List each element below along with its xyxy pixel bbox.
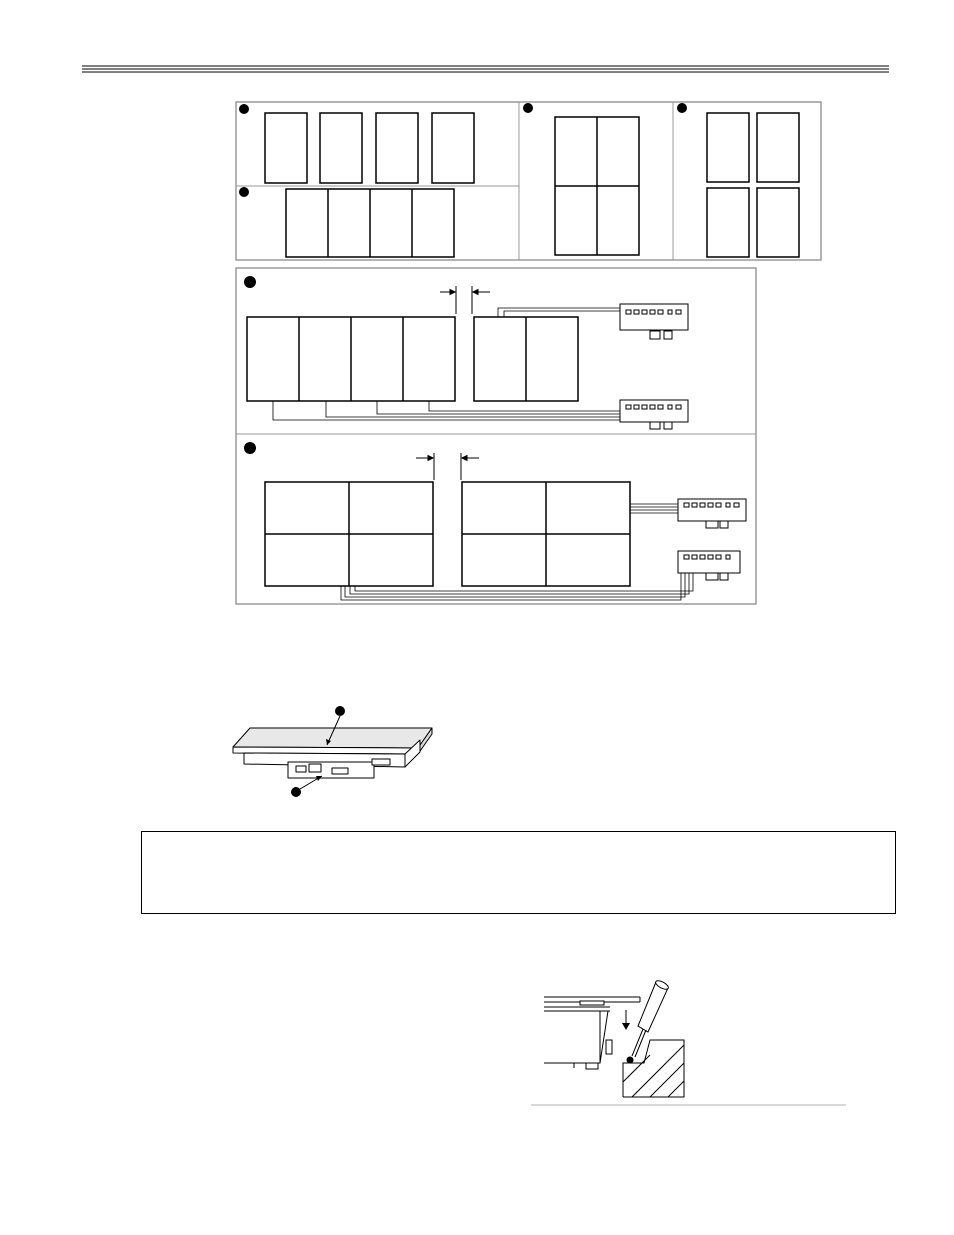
screwdriver-icon xyxy=(632,979,670,1057)
screw-point-icon xyxy=(627,1057,634,1064)
